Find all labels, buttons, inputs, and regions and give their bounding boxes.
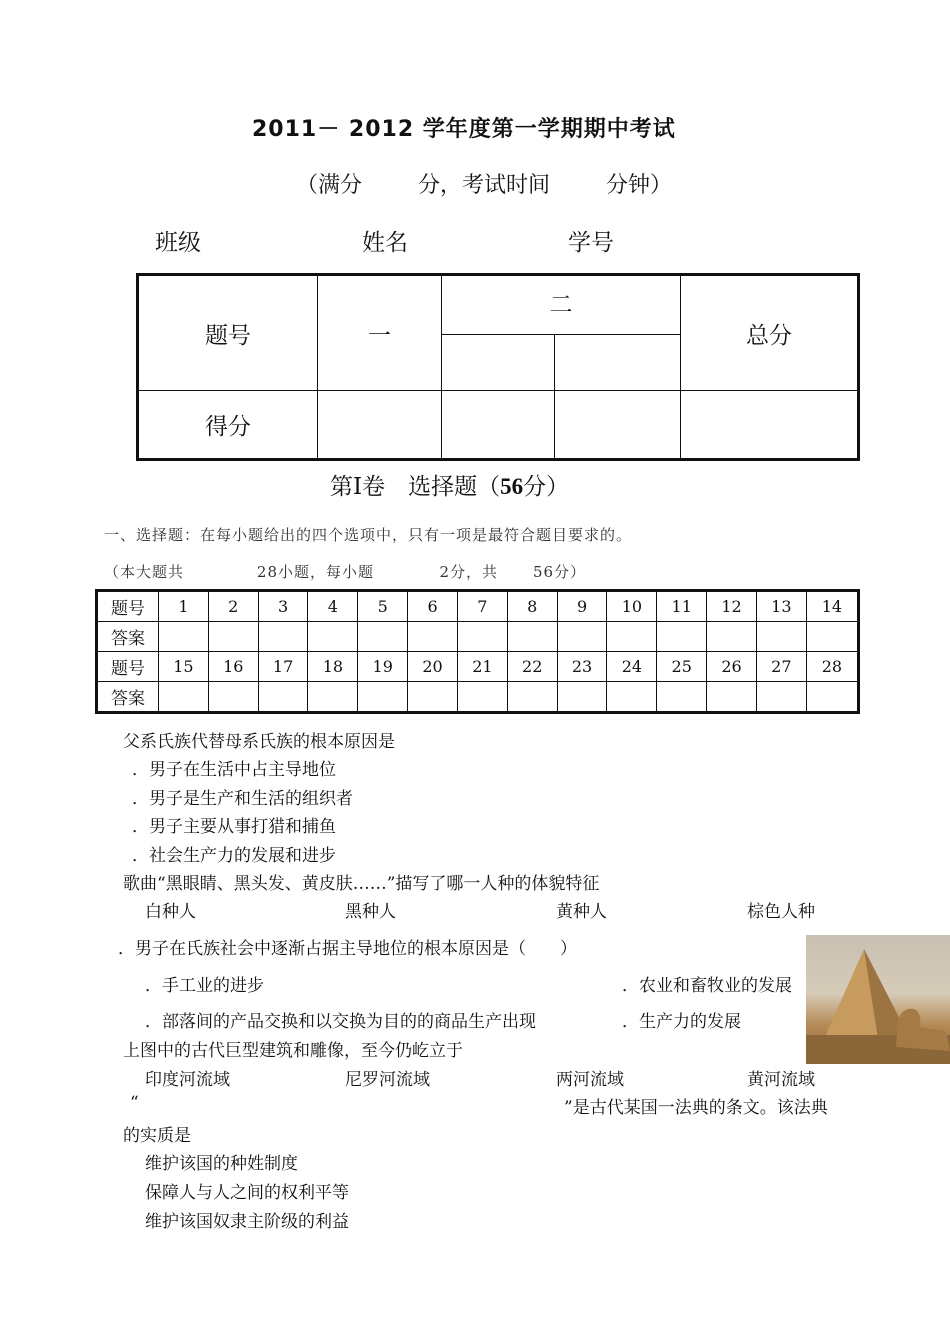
subtitle-time: 分，考试时间 [418,173,551,198]
score-part-two-a [442,335,555,391]
score-part-two-b [555,335,681,391]
score-table [136,273,860,461]
exam-subtitle [296,168,672,199]
question-number: 12 [707,591,757,622]
answer-cell[interactable] [208,682,258,713]
question-number: 6 [408,591,458,622]
answer-cell[interactable] [507,622,557,652]
subtitle-minutes: 分钟） [606,173,673,198]
answer-cell[interactable] [457,682,507,713]
instruction-line-2 [104,561,586,582]
instr-part: 小题，每小题 [278,563,375,581]
answer-cell[interactable] [756,622,806,652]
question-1-stem: 父系氏族代替母系氏族的根本原因是 [123,732,395,752]
question-number: 22 [507,652,557,682]
question-2-option-d: 棕色人种 [747,902,815,922]
answer-label: 答案 [97,622,159,652]
question-1-option-d: ．社会生产力的发展和进步 [132,846,336,866]
answer-cell[interactable] [358,622,408,652]
name-label: 姓名 [362,230,408,256]
score-cell-one[interactable] [318,391,442,460]
section-title [330,468,569,501]
question-number: 16 [208,652,258,682]
answer-row-questions-1 [97,591,859,622]
question-4-option-a: 印度河流域 [145,1070,230,1090]
instr-count: 28 [256,563,279,581]
question-5-option-b: 保障人与人之间的权利平等 [145,1183,349,1203]
answer-cell[interactable] [806,622,858,652]
question-number: 25 [657,652,707,682]
question-number-label: 题号 [97,591,159,622]
instr-each: 2 [439,563,451,581]
subtitle-full-score: （满分 [296,173,363,198]
question-5-open-quote: “ [130,1093,139,1113]
question-3-option-b: ．农业和畜牧业的发展 [622,976,792,996]
answer-row-answers-2 [97,682,859,713]
question-1-option-c: ．男子主要从事打猎和捕鱼 [132,817,336,837]
question-number: 10 [607,591,657,622]
instr-part: （本大题共 [104,563,185,581]
answer-cell[interactable] [607,682,657,713]
score-cell-two-b[interactable] [555,391,681,460]
question-number-label: 题号 [97,652,159,682]
question-number: 27 [756,652,806,682]
section-title-score: 56 [500,474,524,499]
question-number: 15 [159,652,209,682]
question-3-option-c: ．部落间的产品交换和以交换为目的的商品生产出现 [145,1012,536,1032]
score-total: 总分 [681,275,859,391]
question-number: 7 [457,591,507,622]
question-2-stem: 歌曲“黑眼睛、黑头发、黄皮肤……”描写了哪一人种的体貌特征 [123,874,600,894]
answer-cell[interactable] [308,622,358,652]
answer-cell[interactable] [707,622,757,652]
question-number: 3 [258,591,308,622]
question-5-option-a: 维护该国的种姓制度 [145,1154,298,1174]
answer-cell[interactable] [159,682,209,713]
question-1-option-b: ．男子是生产和生活的组织者 [132,789,353,809]
question-4-option-c: 两河流域 [556,1070,624,1090]
question-2-option-b: 黑种人 [345,902,396,922]
instr-total: 56 [532,563,555,581]
question-5-stem-cont: 的实质是 [123,1126,191,1146]
question-number: 24 [607,652,657,682]
question-number: 13 [756,591,806,622]
answer-cell[interactable] [756,682,806,713]
answer-row-answers-1 [97,622,859,652]
answer-table [95,589,860,714]
answer-cell[interactable] [657,622,707,652]
score-row-label-points: 得分 [138,391,318,460]
question-4-option-b: 尼罗河流域 [345,1070,430,1090]
question-3-option-d: ．生产力的发展 [622,1012,741,1032]
section-title-prefix: 第Ⅰ卷 选择题（ [330,474,501,500]
pyramid-sphinx-photo [806,935,950,1064]
score-row-label-question: 题号 [138,275,318,391]
answer-cell[interactable] [208,622,258,652]
question-1-option-a: ．男子在生活中占主导地位 [132,760,336,780]
question-number: 18 [308,652,358,682]
answer-cell[interactable] [308,682,358,713]
student-id-label: 学号 [568,230,614,256]
answer-cell[interactable] [507,682,557,713]
score-part-one: 一 [318,275,442,391]
answer-cell[interactable] [557,622,607,652]
question-2-option-a: 白种人 [145,902,196,922]
instr-part: 分） [554,563,587,581]
class-label: 班级 [155,230,201,256]
question-number: 23 [557,652,607,682]
answer-label: 答案 [97,682,159,713]
answer-cell[interactable] [657,682,707,713]
answer-cell[interactable] [358,682,408,713]
question-2-option-c: 黄种人 [556,902,607,922]
question-3-option-a: ．手工业的进步 [145,976,264,996]
answer-cell[interactable] [258,682,308,713]
answer-cell[interactable] [159,622,209,652]
score-cell-two-a[interactable] [442,391,555,460]
question-number: 28 [806,652,858,682]
pyramid-illustration [806,935,950,1064]
question-5-option-c: 维护该国奴隶主阶级的利益 [145,1212,349,1232]
score-part-two: 二 [442,275,681,335]
question-number: 5 [358,591,408,622]
score-cell-total[interactable] [681,391,859,460]
exam-title: 2011－ 2012 学年度第一学期期中考试 [252,117,676,142]
question-number: 2 [208,591,258,622]
question-3-stem: ．男子在氏族社会中逐渐占据主导地位的根本原因是（ ） [118,939,577,959]
question-number: 9 [557,591,607,622]
question-4-stem: 上图中的古代巨型建筑和雕像，至今仍屹立于 [123,1041,463,1061]
sphinx-shape [896,1009,950,1051]
answer-cell[interactable] [806,682,858,713]
answer-cell[interactable] [557,682,607,713]
answer-row-questions-2 [97,652,859,682]
question-5-stem: ”是古代某国一法典的条文。该法典 [564,1098,828,1118]
question-number: 19 [358,652,408,682]
answer-cell[interactable] [457,622,507,652]
answer-cell[interactable] [408,622,458,652]
instruction-line-1: 一、选择题：在每小题给出的四个选项中，只有一项是最符合题目要求的。 [104,526,633,544]
question-number: 8 [507,591,557,622]
question-number: 21 [457,652,507,682]
question-number: 20 [408,652,458,682]
question-number: 14 [806,591,858,622]
question-number: 26 [707,652,757,682]
question-number: 17 [258,652,308,682]
answer-cell[interactable] [408,682,458,713]
question-number: 4 [308,591,358,622]
section-title-suffix: 分） [523,474,570,500]
answer-cell[interactable] [707,682,757,713]
instr-part: 分，共 [450,563,499,581]
question-4-option-d: 黄河流域 [747,1070,815,1090]
question-number: 11 [657,591,707,622]
answer-cell[interactable] [258,622,308,652]
answer-cell[interactable] [607,622,657,652]
question-number: 1 [159,591,209,622]
